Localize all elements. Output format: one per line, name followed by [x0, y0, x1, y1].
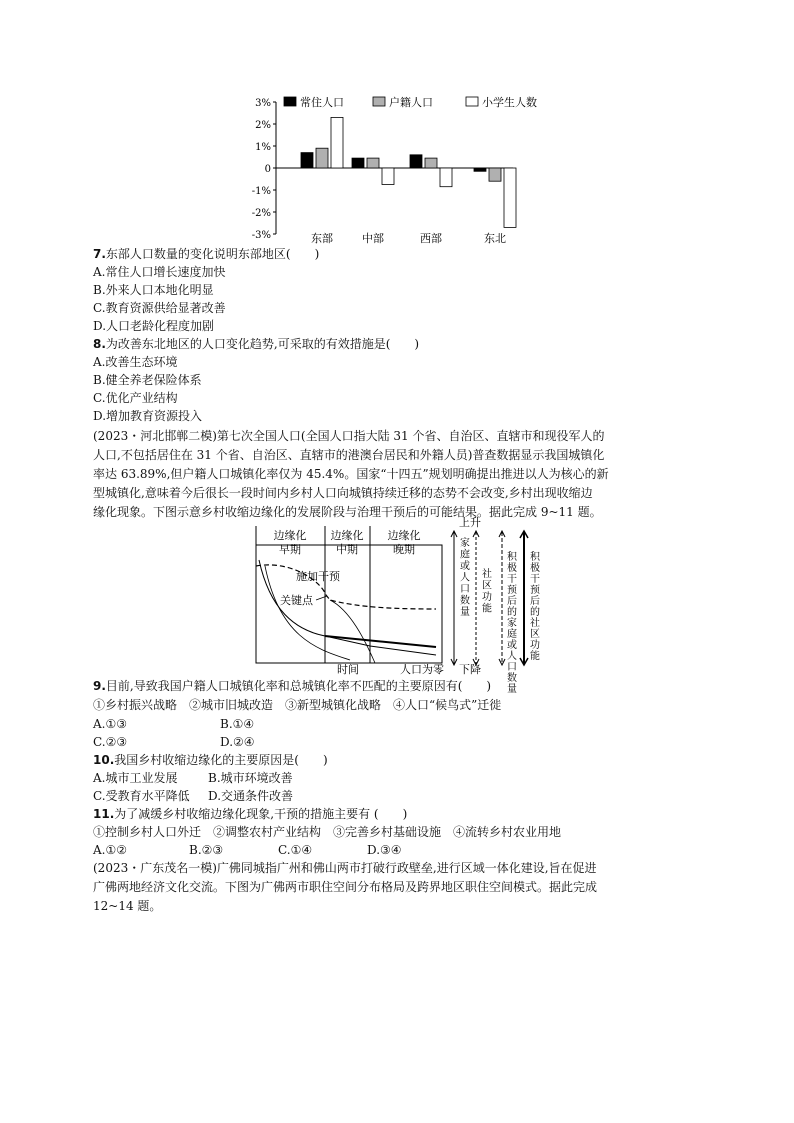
q11-stem-text: 为了减缓乡村收缩边缘化现象,干预的措施主要有 ( ): [114, 807, 408, 821]
q11-option-a: A.①②: [93, 843, 127, 857]
y-tick-label: -1%: [251, 186, 271, 197]
q10-option-c: C.受教育水平降低: [93, 789, 190, 803]
q9-items: ①乡村振兴战略 ②城市旧城改造 ③新型城镇化战略 ④人口“候鸟式”迁徙: [93, 698, 502, 712]
diagram-col2-char: 区: [482, 580, 492, 592]
passage1-line-5: 缘化现象。下图示意乡村收缩边缘化的发展阶段与治理干预后的可能结果。据此完成 9~11 题。: [93, 505, 602, 519]
passage2-line-1: (2023・广东茂名一模)广佛同城指广州和佛山两市打破行政壁垒,进行区域一体化建设,旨在促进: [93, 861, 597, 875]
q9-option-b: B.①④: [220, 717, 255, 731]
legend-label: 小学生人数: [482, 96, 537, 109]
bar-东部-常住人口: [301, 153, 313, 168]
q9-stem: [93, 677, 491, 695]
q7-option-d: D.人口老龄化程度加剧: [93, 319, 215, 333]
x-category-label: 中部: [362, 232, 384, 245]
diagram-col3-char: 或: [507, 640, 517, 651]
y-tick-label: 0: [264, 164, 271, 175]
diagram-col1-char: 口: [460, 584, 470, 595]
passage1-line-2: 人口,不包括居住在 31 个省、自治区、直辖市的港澳台居民和外籍人员)普查数据显示我国城镇化: [93, 448, 605, 462]
keypoint-label: 关键点: [280, 594, 313, 607]
q8-option-c: C.优化产业结构: [93, 391, 178, 405]
diagram-col3-char: 后: [507, 596, 517, 607]
x-category-label: 西部: [420, 232, 442, 245]
y-tick-label: 1%: [255, 142, 271, 153]
bar-西部-常住人口: [410, 155, 422, 168]
q8-option-a: A.改善生态环境: [93, 355, 178, 369]
q11-stem: [93, 805, 407, 823]
stage-early-line1: 边缘化: [273, 529, 307, 542]
q7-option-b: B.外来人口本地化明显: [93, 283, 214, 297]
legend-label: 常住人口: [300, 96, 344, 109]
diagram-col4-char: 预: [530, 585, 540, 596]
q7-stem-text: 东部人口数量的变化说明东部地区( ): [105, 247, 320, 261]
diagram-col4-char: 区: [530, 629, 540, 640]
q10-stem-text: 我国乡村收缩边缘化的主要原因是( ): [114, 753, 328, 767]
q8-option-d: D.增加教育资源投入: [93, 409, 203, 423]
diagram-col3-char: 干: [507, 574, 517, 585]
bar-西部-小学生人数: [440, 168, 452, 187]
household-population-curve: [259, 560, 436, 655]
stage-late-line2: 晚期: [393, 543, 415, 556]
diagram-col4-char: 干: [530, 574, 540, 585]
diagram-col3-char: 的: [507, 607, 517, 618]
q11-option-b: B.②③: [189, 843, 224, 857]
bar-中部-小学生人数: [382, 168, 394, 185]
q7-option-a: A.常住人口增长速度加快: [93, 265, 226, 279]
diagram-col4-char: 积: [530, 552, 540, 563]
q8-option-b: B.健全养老保险体系: [93, 373, 202, 387]
diagram-col1-char: 家: [460, 538, 470, 549]
q8-stem: [93, 335, 419, 353]
diagram-col3-char: 口: [507, 662, 517, 673]
q9-number: 9.: [93, 679, 106, 693]
y-tick-label: 2%: [255, 120, 271, 131]
bar-西部-户籍人口: [425, 158, 437, 168]
diagram-col3-char: 预: [507, 585, 517, 596]
passage2-line-3: 12~14 题。: [93, 899, 162, 913]
diagram-col1-char: 或: [460, 561, 470, 572]
bar-东部-小学生人数: [331, 117, 343, 168]
passage1-line-4: 型城镇化,意味着今后很长一段时间内乡村人口向城镇持续迁移的态势不会改变,乡村出现收缩边: [93, 486, 593, 500]
diagram-col4-char: 极: [530, 563, 540, 574]
stage-late-line1: 边缘化: [387, 529, 421, 542]
fall-label: 下降: [459, 663, 481, 676]
passage1-line-1: (2023・河北邯郸二模)第七次全国人口(全国人口指大陆 31 个省、自治区、直辖市和现役军人的: [93, 429, 605, 443]
diagram-col4-char: 的: [530, 607, 540, 618]
y-tick-label: -2%: [251, 208, 271, 219]
diagram-col3-char: 极: [507, 563, 517, 574]
stage-mid-line2: 中期: [336, 543, 358, 556]
diagram-col3-char: 庭: [507, 629, 517, 640]
bar-东北-常住人口: [474, 168, 486, 171]
q7-option-c: C.教育资源供给显著改善: [93, 301, 226, 315]
diagram-col1-char: 量: [460, 607, 470, 618]
diagram-col1-char: 人: [460, 572, 470, 584]
q7-number: 7.: [93, 247, 106, 261]
bar-中部-户籍人口: [367, 158, 379, 168]
q7-stem: [93, 245, 319, 263]
x-category-label: 东部: [311, 232, 333, 245]
q8-number: 8.: [93, 337, 106, 351]
rise-label: 上升: [459, 516, 481, 529]
zero-population-label: 人口为零: [400, 663, 444, 676]
stage-early-line2: 早期: [279, 543, 301, 556]
q10-stem: [93, 751, 328, 769]
y-tick-label: -3%: [251, 230, 271, 241]
q11-option-c: C.①④: [278, 843, 313, 857]
time-axis-label: 时间: [337, 663, 359, 676]
decline-curve: [330, 600, 375, 663]
q10-option-b: B.城市环境改善: [208, 771, 293, 785]
q11-number: 11.: [93, 807, 115, 821]
q10-option-a: A.城市工业发展: [93, 771, 178, 785]
diagram-col4-char: 能: [530, 651, 540, 662]
bar-东部-户籍人口: [316, 148, 328, 168]
legend-swatch: [373, 97, 385, 106]
diagram-col4-char: 功: [530, 640, 540, 651]
diagram-col3-char: 数: [507, 673, 517, 684]
q10-number: 10.: [93, 753, 115, 767]
diagram-col2-char: 功: [482, 592, 492, 603]
stage-mid-line1: 边缘化: [330, 529, 364, 542]
q11-option-d: D.③④: [367, 843, 402, 857]
passage2-line-2: 广佛两地经济文化交流。下图为广佛两市职住空间分布格局及跨界地区职住空间模式。据此完成: [93, 880, 598, 894]
q8-stem-text: 为改善东北地区的人口变化趋势,可采取的有效措施是( ): [105, 337, 420, 351]
diagram-col1-char: 庭: [460, 549, 470, 561]
legend-swatch: [284, 97, 296, 106]
diagram-col4-char: 社: [530, 618, 540, 629]
intervened-function-curve: [325, 636, 436, 647]
q10-option-d: D.交通条件改善: [208, 789, 294, 803]
diagram-col1-char: 数: [460, 595, 470, 607]
diagram-col3-char: 家: [507, 618, 517, 629]
y-tick-label: 3%: [255, 98, 271, 109]
bar-东北-户籍人口: [489, 168, 501, 181]
intervene-label: 施加干预: [296, 570, 340, 583]
diagram-col2-char: 能: [482, 603, 492, 615]
bar-东北-小学生人数: [504, 168, 516, 227]
q9-stem-text: 目前,导致我国户籍人口城镇化率和总城镇化率不匹配的主要原因有( ): [105, 679, 492, 693]
diagram-col3-char: 积: [507, 552, 517, 563]
q11-items: ①控制乡村人口外迁 ②调整农村产业结构 ③完善乡村基础设施 ④流转乡村农业用地: [93, 825, 562, 839]
diagram-col4-char: 后: [530, 596, 540, 607]
passage1-line-3: 率达 63.89%,但户籍人口城镇化率仅为 45.4%。国家“十四五”规划明确提出推进以人为核心的新: [93, 467, 609, 481]
legend-label: 户籍人口: [389, 96, 433, 109]
diagram-col2-char: 社: [482, 569, 492, 580]
legend-swatch: [466, 97, 478, 106]
q9-option-c: C.②③: [93, 735, 128, 749]
diagram-col3-char: 量: [507, 684, 517, 695]
diagram-col3-char: 人: [507, 651, 517, 662]
q9-option-d: D.②④: [220, 735, 255, 749]
bar-中部-常住人口: [352, 158, 364, 168]
x-category-label: 东北: [484, 232, 506, 245]
q9-option-a: A.①③: [93, 717, 127, 731]
